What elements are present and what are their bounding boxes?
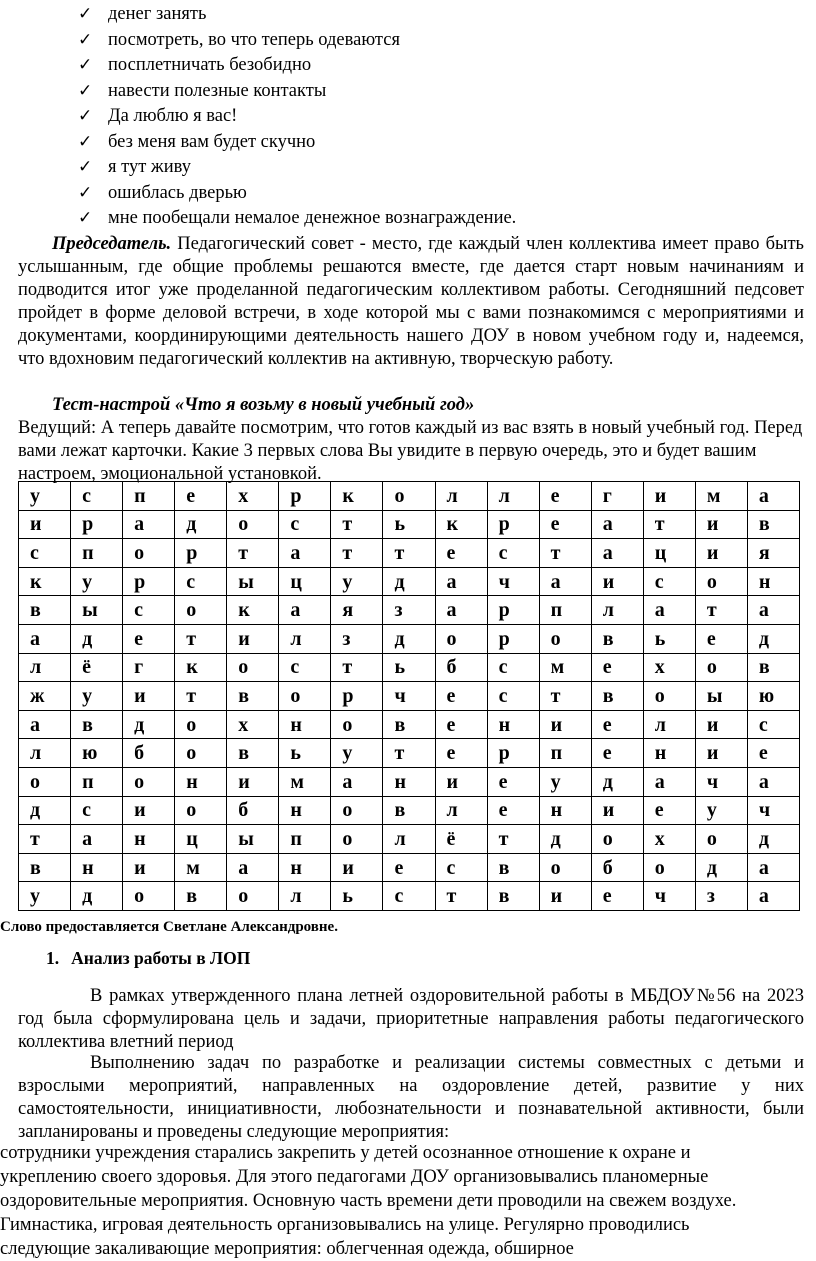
grid-cell: ч	[383, 682, 435, 711]
section-title: Анализ работы в ЛОП	[71, 948, 251, 968]
grid-cell: д	[539, 825, 591, 854]
checkmark-icon: ✓	[78, 131, 93, 152]
grid-cell: н	[123, 825, 175, 854]
grid-cell: д	[123, 710, 175, 739]
grid-cell: т	[643, 510, 695, 539]
grid-cell: и	[539, 710, 591, 739]
grid-cell: н	[279, 796, 331, 825]
grid-cell: б	[435, 653, 487, 682]
grid-cell: а	[19, 624, 71, 653]
grid-row	[19, 596, 800, 625]
grid-cell: т	[435, 882, 487, 911]
grid-cell: о	[643, 853, 695, 882]
grid-row	[19, 653, 800, 682]
grid-cell: и	[591, 567, 643, 596]
grid-cell: и	[695, 739, 747, 768]
checklist-item: ✓ денег занять	[78, 2, 516, 28]
grid-cell: у	[71, 682, 123, 711]
grid-cell: д	[383, 567, 435, 596]
grid-cell: с	[643, 567, 695, 596]
grid-cell: е	[123, 624, 175, 653]
grid-cell: о	[227, 653, 279, 682]
grid-cell: л	[643, 710, 695, 739]
grid-cell: ц	[279, 567, 331, 596]
checkmark-icon: ✓	[78, 208, 93, 228]
grid-cell: е	[591, 739, 643, 768]
grid-cell: б	[591, 853, 643, 882]
grid-cell: с	[487, 682, 539, 711]
grid-cell: т	[175, 682, 227, 711]
grid-cell: р	[279, 482, 331, 511]
grid-cell: н	[175, 767, 227, 796]
grid-cell: з	[383, 596, 435, 625]
grid-cell: ё	[435, 825, 487, 854]
grid-cell: в	[175, 882, 227, 911]
grid-cell: о	[19, 767, 71, 796]
grid-cell: к	[175, 653, 227, 682]
speaker-note: Слово предоставляется Светлане Александровне.	[0, 919, 338, 935]
grid-cell: г	[591, 482, 643, 511]
grid-cell: е	[591, 710, 643, 739]
grid-cell: д	[747, 624, 799, 653]
grid-row	[19, 825, 800, 854]
grid-cell: и	[695, 510, 747, 539]
grid-cell: в	[487, 882, 539, 911]
grid-cell: и	[695, 710, 747, 739]
grid-cell: о	[331, 796, 383, 825]
grid-cell: а	[747, 853, 799, 882]
grid-cell: о	[695, 653, 747, 682]
grid-cell: с	[747, 710, 799, 739]
grid-cell: л	[19, 739, 71, 768]
grid-cell: у	[331, 567, 383, 596]
grid-cell: е	[435, 710, 487, 739]
grid-cell: в	[227, 739, 279, 768]
speaker-label: Председатель.	[52, 234, 172, 254]
grid-cell: и	[227, 767, 279, 796]
grid-cell: т	[331, 539, 383, 568]
grid-cell: с	[487, 653, 539, 682]
grid-cell: ь	[331, 882, 383, 911]
grid-cell: р	[175, 539, 227, 568]
grid-cell: в	[747, 653, 799, 682]
test-title: Тест-настрой «Что я возьму в новый учебный год»	[52, 395, 475, 415]
grid-cell: м	[279, 767, 331, 796]
grid-row	[19, 482, 800, 511]
checklist-item: ✓ я тут живу	[78, 155, 516, 181]
grid-cell: а	[591, 539, 643, 568]
grid-row	[19, 539, 800, 568]
grid-row	[19, 682, 800, 711]
grid-row	[19, 882, 800, 911]
grid-cell: р	[487, 596, 539, 625]
grid-cell: в	[19, 596, 71, 625]
grid-cell: о	[591, 825, 643, 854]
grid-cell: ё	[71, 653, 123, 682]
grid-cell: е	[695, 624, 747, 653]
grid-cell: о	[435, 624, 487, 653]
grid-row	[19, 767, 800, 796]
grid-cell: л	[279, 624, 331, 653]
checklist-item: ✓ навести полезные контакты	[78, 79, 516, 105]
grid-cell: ь	[383, 510, 435, 539]
checkmark-icon: ✓	[78, 80, 93, 101]
grid-cell: а	[227, 853, 279, 882]
grid-cell: д	[591, 767, 643, 796]
grid-cell: п	[71, 767, 123, 796]
grid-cell: в	[591, 682, 643, 711]
grid-cell: н	[279, 853, 331, 882]
grid-cell: м	[539, 653, 591, 682]
reason-checklist	[78, 2, 516, 232]
grid-cell: р	[331, 682, 383, 711]
grid-cell: ь	[279, 739, 331, 768]
grid-cell: м	[175, 853, 227, 882]
grid-cell: ч	[695, 767, 747, 796]
grid-cell: а	[331, 767, 383, 796]
summer-plan-paragraph: В рамках утвержденного плана летней оздоровительной работы в МБДОУ№56 на 2023 год была сформулирована цель и задачи, приоритетные направления работы педагогического коллектива влетний период	[18, 986, 804, 1052]
grid-cell: д	[175, 510, 227, 539]
grid-cell: у	[19, 882, 71, 911]
grid-cell: с	[175, 567, 227, 596]
grid-cell: е	[539, 482, 591, 511]
grid-cell: п	[279, 825, 331, 854]
grid-cell: и	[19, 510, 71, 539]
grid-cell: и	[123, 853, 175, 882]
grid-cell: и	[227, 624, 279, 653]
grid-cell: о	[175, 710, 227, 739]
grid-cell: с	[435, 853, 487, 882]
grid-cell: о	[123, 882, 175, 911]
grid-cell: р	[487, 739, 539, 768]
grid-cell: д	[747, 825, 799, 854]
grid-cell: т	[383, 739, 435, 768]
grid-cell: о	[383, 482, 435, 511]
grid-cell: в	[383, 710, 435, 739]
grid-cell: л	[383, 825, 435, 854]
grid-cell: о	[539, 853, 591, 882]
grid-cell: н	[747, 567, 799, 596]
grid-cell: х	[227, 710, 279, 739]
grid-cell: а	[747, 882, 799, 911]
grid-row	[19, 624, 800, 653]
text-line: оздоровительные мероприятия. Основную часть времени дети проводили на свежем воздухе.	[0, 1191, 737, 1211]
grid-cell: н	[71, 853, 123, 882]
grid-cell: и	[435, 767, 487, 796]
grid-cell: о	[279, 682, 331, 711]
grid-cell: и	[591, 796, 643, 825]
grid-cell: т	[539, 539, 591, 568]
activities-paragraph: Выполнению задач по разработке и реализации системы совместных с детьми и взрослыми мероприятий, направленных на оздоровление детей, развитие у них самостоятельности, инициативности, любознательности и познавательной активности, были запланированы и проведены следующие мероприятия:	[18, 1053, 804, 1142]
checkmark-icon: ✓	[78, 55, 93, 75]
grid-cell: х	[643, 653, 695, 682]
grid-cell: о	[175, 796, 227, 825]
grid-cell: а	[279, 596, 331, 625]
grid-cell: е	[383, 853, 435, 882]
grid-cell: п	[123, 482, 175, 511]
grid-cell: а	[747, 596, 799, 625]
grid-row	[19, 796, 800, 825]
grid-cell: о	[123, 539, 175, 568]
grid-cell: о	[695, 825, 747, 854]
grid-cell: б	[123, 739, 175, 768]
grid-cell: н	[383, 767, 435, 796]
grid-row	[19, 853, 800, 882]
grid-cell: а	[643, 767, 695, 796]
grid-cell: б	[227, 796, 279, 825]
grid-cell: г	[123, 653, 175, 682]
grid-cell: а	[539, 567, 591, 596]
grid-cell: ь	[643, 624, 695, 653]
grid-cell: ц	[175, 825, 227, 854]
text-line: укреплению своего здоровья. Для этого педагогами ДОУ организовывались планомерные	[0, 1167, 709, 1187]
grid-cell: к	[227, 596, 279, 625]
grid-cell: о	[175, 596, 227, 625]
grid-cell: т	[487, 825, 539, 854]
grid-cell: т	[331, 653, 383, 682]
grid-cell: в	[487, 853, 539, 882]
section-heading	[46, 948, 250, 969]
grid-cell: и	[695, 539, 747, 568]
text-line: следующие закаливающие мероприятия: облегченная одежда, обширное	[0, 1239, 574, 1259]
grid-cell: с	[123, 596, 175, 625]
grid-cell: с	[71, 482, 123, 511]
grid-cell: я	[331, 596, 383, 625]
grid-cell: у	[331, 739, 383, 768]
grid-cell: к	[19, 567, 71, 596]
grid-cell: н	[643, 739, 695, 768]
checkmark-icon: ✓	[78, 29, 93, 50]
grid-cell: л	[19, 653, 71, 682]
grid-cell: о	[539, 624, 591, 653]
grid-row	[19, 739, 800, 768]
grid-cell: т	[383, 539, 435, 568]
grid-cell: т	[19, 825, 71, 854]
grid-cell: е	[591, 653, 643, 682]
grid-cell: о	[227, 882, 279, 911]
grid-cell: с	[279, 653, 331, 682]
grid-cell: а	[19, 710, 71, 739]
grid-cell: е	[747, 739, 799, 768]
letter-grid	[18, 481, 800, 911]
grid-cell: д	[383, 624, 435, 653]
grid-cell: л	[591, 596, 643, 625]
grid-cell: к	[435, 510, 487, 539]
grid-cell: с	[19, 539, 71, 568]
grid-cell: с	[71, 796, 123, 825]
checkmark-icon: ✓	[78, 157, 93, 177]
grid-cell: е	[435, 682, 487, 711]
checklist-item: ✓ ошиблась дверью	[78, 181, 516, 207]
grid-cell: е	[435, 739, 487, 768]
grid-cell: о	[175, 739, 227, 768]
grid-cell: л	[279, 882, 331, 911]
grid-cell: о	[331, 710, 383, 739]
grid-cell: п	[539, 739, 591, 768]
checklist-item: ✓ Да люблю я вас!	[78, 104, 516, 130]
checklist-item: ✓ посмотреть, во что теперь одеваются	[78, 28, 516, 54]
grid-cell: ю	[747, 682, 799, 711]
grid-cell: л	[435, 796, 487, 825]
grid-cell: д	[71, 882, 123, 911]
grid-row	[19, 710, 800, 739]
grid-cell: н	[487, 710, 539, 739]
grid-cell: ч	[747, 796, 799, 825]
grid-cell: о	[643, 682, 695, 711]
grid-cell: ч	[487, 567, 539, 596]
grid-cell: в	[19, 853, 71, 882]
grid-cell: а	[279, 539, 331, 568]
grid-cell: о	[331, 825, 383, 854]
grid-cell: а	[747, 482, 799, 511]
checklist-item: ✓ посплетничать безобидно	[78, 53, 516, 79]
grid-cell: и	[643, 482, 695, 511]
grid-cell: е	[487, 767, 539, 796]
grid-cell: н	[539, 796, 591, 825]
grid-cell: с	[279, 510, 331, 539]
grid-cell: р	[71, 510, 123, 539]
chairman-text: Педагогический совет - место, где каждый член коллектива имеет право быть услышанным, где общие проблемы решаются вместе, где дается старт новым начинаниям и подводится итог уже проделанной педагогическим коллективом работы. Сегодняшний педсовет пройдет в форме деловой встречи, в ходе которой мы с вами познакомимся с мероприятиями и документами, координирующими деятельность нашего ДОУ в новом учебном году и, надеемся, что вдохновим педагогический коллектив на активную, творческую работу.	[18, 234, 804, 369]
grid-cell: у	[71, 567, 123, 596]
grid-cell: р	[123, 567, 175, 596]
grid-row	[19, 510, 800, 539]
grid-cell: е	[539, 510, 591, 539]
grid-cell: в	[591, 624, 643, 653]
health-paragraph	[0, 1141, 804, 1261]
grid-cell: в	[383, 796, 435, 825]
grid-cell: о	[227, 510, 279, 539]
grid-cell: в	[71, 710, 123, 739]
grid-cell: п	[71, 539, 123, 568]
grid-cell: ь	[383, 653, 435, 682]
chairman-paragraph	[18, 233, 804, 371]
grid-cell: з	[695, 882, 747, 911]
grid-cell: о	[695, 567, 747, 596]
grid-cell: д	[695, 853, 747, 882]
grid-cell: р	[487, 510, 539, 539]
grid-cell: с	[487, 539, 539, 568]
text-line: Гимнастика, игровая деятельность организовывались на улице. Регулярно проводились	[0, 1215, 690, 1235]
checkmark-icon: ✓	[78, 182, 93, 203]
grid-cell: а	[71, 825, 123, 854]
grid-cell: е	[591, 882, 643, 911]
grid-cell: т	[227, 539, 279, 568]
checkmark-icon: ✓	[78, 4, 93, 24]
grid-cell: з	[331, 624, 383, 653]
text-line: сотрудники учреждения старались закрепить у детей осознанное отношение к охране и	[0, 1143, 691, 1163]
grid-cell: а	[123, 510, 175, 539]
grid-cell: а	[643, 596, 695, 625]
grid-cell: я	[747, 539, 799, 568]
grid-cell: ы	[695, 682, 747, 711]
grid-cell: х	[643, 825, 695, 854]
grid-cell: р	[487, 624, 539, 653]
checklist-item: ✓ без меня вам будет скучно	[78, 130, 516, 156]
grid-cell: и	[123, 682, 175, 711]
section-number: 1.	[46, 948, 60, 968]
grid-cell: л	[435, 482, 487, 511]
grid-cell: т	[175, 624, 227, 653]
grid-cell: в	[747, 510, 799, 539]
grid-cell: у	[19, 482, 71, 511]
checklist-item: ✓ мне пообещали немалое денежное вознаграждение.	[78, 206, 516, 232]
grid-cell: л	[487, 482, 539, 511]
grid-cell: п	[539, 596, 591, 625]
grid-cell: и	[123, 796, 175, 825]
grid-cell: е	[643, 796, 695, 825]
grid-cell: ж	[19, 682, 71, 711]
grid-cell: а	[435, 567, 487, 596]
grid-cell: т	[539, 682, 591, 711]
grid-cell: ы	[227, 825, 279, 854]
grid-cell: ы	[71, 596, 123, 625]
host-paragraph: Ведущий: А теперь давайте посмотрим, что готов каждый из вас взять в новый учебный год. Перед вами лежат карточки. Какие 3 первых слова Вы увидите в первую очередь, это и будет вашим настроем, эмоциональной установкой.	[18, 418, 803, 484]
grid-cell: в	[227, 682, 279, 711]
grid-cell: т	[695, 596, 747, 625]
grid-cell: о	[123, 767, 175, 796]
grid-cell: н	[279, 710, 331, 739]
grid-cell: д	[19, 796, 71, 825]
grid-cell: у	[695, 796, 747, 825]
grid-cell: а	[435, 596, 487, 625]
grid-cell: а	[591, 510, 643, 539]
grid-cell: и	[539, 882, 591, 911]
grid-cell: е	[487, 796, 539, 825]
grid-cell: е	[175, 482, 227, 511]
grid-cell: и	[331, 853, 383, 882]
grid-cell: х	[227, 482, 279, 511]
grid-cell: с	[383, 882, 435, 911]
grid-cell: е	[435, 539, 487, 568]
grid-cell: ю	[71, 739, 123, 768]
grid-cell: м	[695, 482, 747, 511]
grid-cell: ч	[643, 882, 695, 911]
grid-cell: у	[539, 767, 591, 796]
grid-cell: д	[71, 624, 123, 653]
grid-cell: т	[331, 510, 383, 539]
grid-row	[19, 567, 800, 596]
checkmark-icon: ✓	[78, 106, 93, 126]
grid-cell: а	[747, 767, 799, 796]
grid-cell: к	[331, 482, 383, 511]
grid-cell: ц	[643, 539, 695, 568]
grid-cell: ы	[227, 567, 279, 596]
